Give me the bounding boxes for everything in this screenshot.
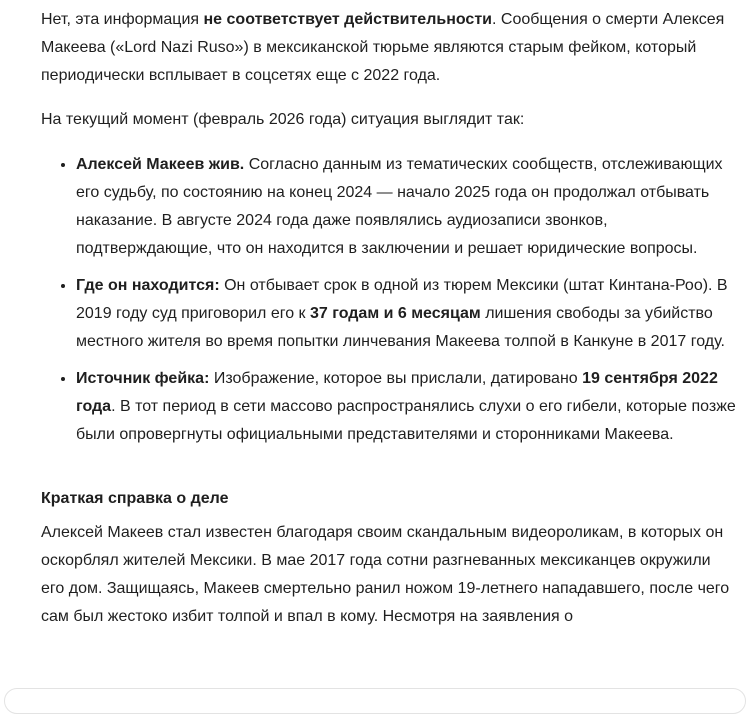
list-item: • Где он находится: Он отбывает срок в одной из тюрем Мексики (штат Кинтана-Роо). В 2019 году суд приговорил его к 37 годам и 6 месяцам лишения свободы за убийство местного жителя во время попытки линчевания Макеева толпой в Канкуне в 2017 году. <box>76 271 737 356</box>
intro-bold: не соответствует действительности <box>203 11 492 28</box>
bullet-list <box>41 150 737 449</box>
section-heading: Краткая справка о деле <box>41 490 229 507</box>
response-content <box>41 6 737 647</box>
list-item: • Алексей Макеев жив. Согласно данным из тематических сообществ, отслеживающих его судьбу, по состоянию на конец 2024 — начало 2025 года он продолжал отбывать наказание. В августе 2024 года даже появлялись аудиозаписи звонков, подтверждающие, что он находится в заключении и решает юридические вопросы. <box>76 150 737 263</box>
situation-intro: На текущий момент (февраль 2026 года) ситуация выглядит так: <box>41 111 525 128</box>
input-box-edge[interactable] <box>4 688 746 714</box>
intro-paragraph: Нет, эта информация не соответствует действительности. Сообщения о смерти Алексея Макеева («Lord Nazi Ruso») в мексиканской тюрьме являются старым фейком, который периодически всплывает в соцсетях еще с 2022 года. <box>41 11 725 84</box>
section-paragraph: Алексей Макеев стал известен благодаря своим скандальным видеороликам, в которых он оскорблял жителей Мексики. В мае 2017 года сотни разгневанных мексиканцев окружили его дом. Защищаясь, Макеев смертельно ранил ножом 19-летнего нападавшего, после чего сам был жестоко избит толпой и впал в кому. Несмотря на заявления о <box>41 524 730 625</box>
list-item: • Источник фейка: Изображение, которое вы прислали, датировано 19 сентября 2022 года. В тот период в сети массово распространялись слухи о его гибели, которые позже были опровергнуты официальными представителями и сторонниками Макеева. <box>76 364 737 449</box>
